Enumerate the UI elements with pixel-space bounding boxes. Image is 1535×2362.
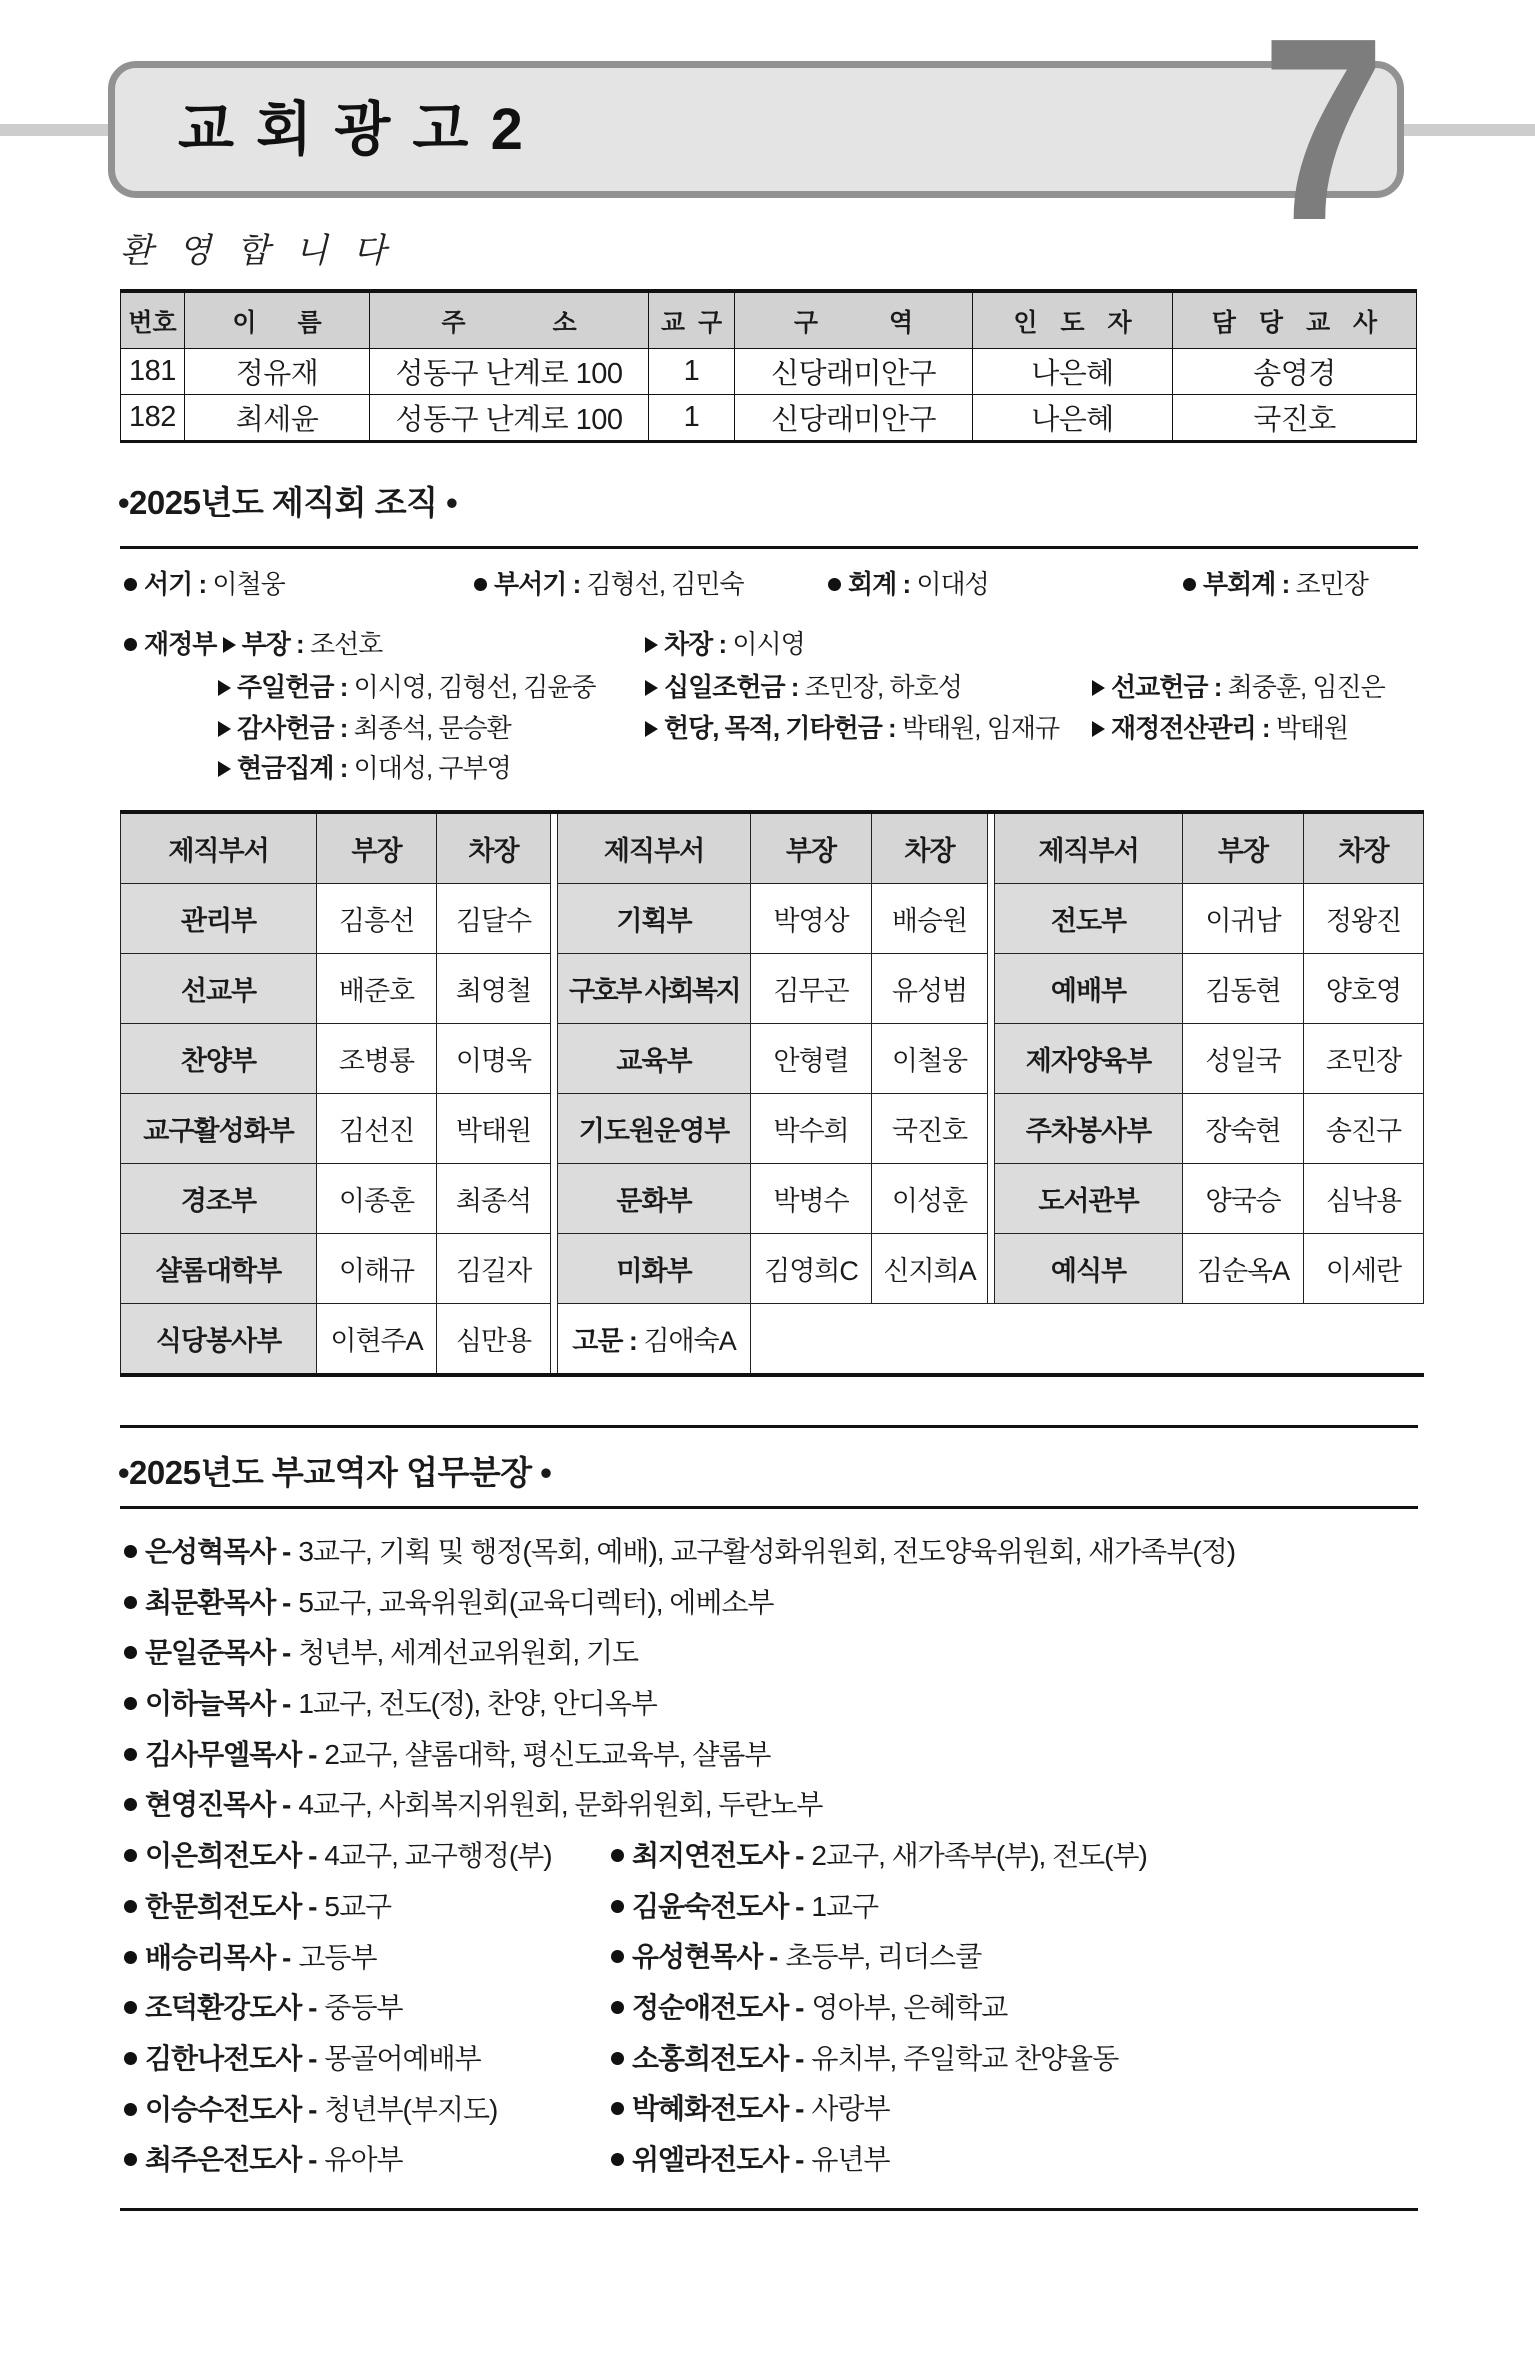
bullet-icon [474,578,487,591]
minister-item [611,2135,1147,2186]
department-name: 교육부 [558,1024,751,1094]
empty-cell [988,1304,995,1376]
bullet-icon [1183,578,1196,591]
bullet-icon [611,2102,624,2115]
minister-name: 김윤숙전도사 - [632,1890,804,1922]
department-row [121,954,1424,1024]
role-value: 이철웅 [212,569,285,599]
group-divider [988,812,995,884]
advisor-cell [558,1304,751,1376]
arrow-icon [223,637,236,653]
minister-name: 최주은전도사 - [145,2144,317,2176]
department-name: 샬롬대학부 [121,1234,317,1304]
arrow-icon [1092,680,1105,696]
bullet-icon [124,638,137,651]
department-head: 김순옥A [1183,1234,1304,1304]
bullet-icon [124,578,137,591]
empty-cell [1304,1304,1424,1376]
department-head: 이종훈 [317,1164,437,1234]
empty-cell [995,1304,1183,1376]
minister-name: 현영진목사 - [145,1789,291,1821]
minister-duties: 유아부 [324,2144,403,2176]
cell-name: 최세윤 [185,395,370,442]
minister-item [611,1983,1147,2034]
group-divider [551,1164,558,1234]
department-head: 조병룡 [317,1024,437,1094]
minister-item [611,1882,1147,1933]
department-row [121,1164,1424,1234]
department-deputy: 양호영 [1304,954,1424,1024]
finance-value: 이시영 [732,629,805,659]
departments-header-row [121,812,1424,884]
department-head: 안형렬 [751,1024,872,1094]
minister-item [611,2084,1147,2135]
finance-item [645,710,1059,746]
arrow-icon [218,680,231,696]
group-divider [988,884,995,954]
department-name: 제자양육부 [995,1024,1183,1094]
department-deputy: 박태원 [437,1094,551,1164]
group-divider [551,812,558,884]
cell-zone: 신당래미안구 [735,395,973,442]
group-divider [988,954,995,1024]
department-deputy: 이철웅 [872,1024,988,1094]
role-label: 회계 : [848,569,911,599]
cell-guide: 나은혜 [973,395,1173,442]
bullet-icon [124,1951,137,1964]
department-name: 기획부 [558,884,751,954]
group-divider [988,1094,995,1164]
bullet-icon [124,1748,137,1761]
minister-duties: 청년부(부지도) [324,2093,498,2125]
section-rule [120,1425,1418,1428]
department-deputy: 정왕진 [1304,884,1424,954]
department-head: 박수희 [751,1094,872,1164]
minister-item [124,1730,1235,1781]
department-head: 양국승 [1183,1164,1304,1234]
col-deputy: 차장 [1304,812,1424,884]
col-name: 이 름 [185,291,370,349]
minister-name: 위엘라전도사 - [632,2144,804,2176]
minister-duties: 사랑부 [811,2093,890,2125]
group-divider [988,1024,995,1094]
finance-value: 박태원 [1275,713,1349,743]
minister-item [124,1628,1235,1679]
department-name: 기도원운영부 [558,1094,751,1164]
minister-name: 최지연전도사 - [632,1840,804,1871]
department-row [121,1234,1424,1304]
minister-name: 소홍희전도사 - [632,2042,804,2074]
bullet-icon [124,2052,137,2065]
welcome-header-row [121,291,1417,349]
col-department: 제직부서 [121,812,317,884]
minister-item [124,1780,1235,1831]
minister-item [124,1527,1235,1578]
ministers-heading: •2025년도 부교역자 업무분장 • [118,1454,552,1491]
department-head: 김무곤 [751,954,872,1024]
cell-guide: 나은혜 [973,349,1173,395]
department-head: 김동현 [1183,954,1304,1024]
department-row [121,1024,1424,1094]
department-name: 예배부 [995,954,1183,1024]
col-address: 주 소 [370,291,649,349]
bullet-icon [828,578,841,591]
bullet-icon [611,1849,624,1862]
page-title: 교 회 광 고 2 [178,97,526,162]
minister-duties: 4교구, 사회복지위원회, 문화위원회, 두란노부 [298,1789,823,1821]
empty-cell [1183,1304,1304,1376]
arrow-icon [645,637,658,653]
section-rule [120,1506,1418,1509]
minister-duties: 중등부 [324,1992,403,2024]
minister-duties: 5교구 [324,1890,392,1922]
bullet-icon [611,1900,624,1913]
minister-duties: 1교구, 전도(정), 찬양, 안디옥부 [298,1688,657,1720]
welcome-row [121,395,1417,442]
bullet-icon [124,2001,137,2014]
col-head: 부장 [751,812,872,884]
department-head: 이해규 [317,1234,437,1304]
finance-label: 십일조헌금 : [664,672,799,702]
department-head: 이귀남 [1183,884,1304,954]
department-name: 교구활성화부 [121,1094,317,1164]
minister-name: 이하늘목사 - [145,1688,291,1720]
minister-name: 정순애전도사 - [632,1992,804,2024]
minister-name: 박혜화전도사 - [632,2093,804,2125]
minister-duties: 3교구, 기획 및 행정(목회, 예배), 교구활성화위원회, 전도양육위원회, 새가족부(정) [298,1536,1236,1567]
department-row [121,1094,1424,1164]
minister-duties: 고등부 [298,1941,377,1973]
minister-item [611,1932,1147,1983]
col-deputy: 차장 [437,812,551,884]
department-name: 경조부 [121,1164,317,1234]
minister-name: 조덕환강도사 - [145,1992,317,2024]
department-head: 장숙현 [1183,1094,1304,1164]
department-deputy: 최종석 [437,1164,551,1234]
finance-item [218,710,511,746]
bullet-icon [124,1596,137,1609]
col-guide: 인 도 자 [973,291,1173,349]
col-head: 부장 [317,812,437,884]
role-value: 이대성 [916,569,989,599]
cell-teacher: 국진호 [1173,395,1417,442]
welcome-title: 환 영 합 니 다 [120,232,395,270]
minister-duties: 몽골어예배부 [324,2042,481,2074]
minister-name: 한문희전도사 - [145,1890,317,1922]
finance-dept: 재정부 [144,629,217,659]
finance-label: 차장 : [664,629,727,659]
group-divider [551,1234,558,1304]
bullet-icon [611,2001,624,2014]
welcome-table [120,289,1417,443]
department-name: 식당봉사부 [121,1304,317,1376]
bullet-icon [611,2052,624,2065]
group-divider [551,1094,558,1164]
department-deputy: 배승원 [872,884,988,954]
department-row [121,1304,1424,1376]
cell-address: 성동구 난계로 100 [370,395,649,442]
empty-cell [751,1304,872,1376]
bullet-icon [611,2153,624,2166]
finance-label: 부장 : [241,629,304,659]
finance-label: 헌당, 목적, 기타헌금 : [664,713,896,743]
group-divider [551,954,558,1024]
bullet-icon [124,2103,137,2116]
department-deputy: 김길자 [437,1234,551,1304]
finance-value: 최중훈, 임진은 [1227,672,1385,702]
group-divider [551,884,558,954]
cell-name: 정유재 [185,349,370,395]
finance-label: 현금집계 : [237,753,348,783]
welcome-row [121,349,1417,395]
officers-heading: •2025년도 제직회 조직 • [118,484,458,521]
minister-item [124,1679,1235,1730]
department-deputy: 김달수 [437,884,551,954]
department-name: 주차봉사부 [995,1094,1183,1164]
minister-name: 유성현목사 - [632,1941,778,1973]
officer-secretary [124,566,285,602]
arrow-icon [1092,721,1105,737]
department-deputy: 심낙용 [1304,1164,1424,1234]
cell-teacher: 송영경 [1173,349,1417,395]
department-deputy: 심만용 [437,1304,551,1376]
finance-label: 감사헌금 : [237,713,348,743]
department-name: 도서관부 [995,1164,1183,1234]
department-head: 김흥선 [317,884,437,954]
finance-item [645,669,962,705]
minister-duties: 유년부 [811,2144,890,2176]
minister-name: 최문환목사 - [145,1586,291,1618]
minister-duties: 2교구, 새가족부(부), 전도(부) [811,1840,1147,1871]
officer-vice-treasurer [1183,566,1368,602]
bullet-icon [124,1545,137,1558]
role-label: 부회계 : [1203,569,1290,599]
department-deputy: 이성훈 [872,1164,988,1234]
finance-label: 선교헌금 : [1111,672,1222,702]
col-head: 부장 [1183,812,1304,884]
bullet-icon [611,1950,624,1963]
cell-zone: 신당래미안구 [735,349,973,395]
finance-label: 주일헌금 : [237,672,348,702]
department-name: 문화부 [558,1164,751,1234]
col-zone: 구 역 [735,291,973,349]
finance-label: 재정전산관리 : [1111,713,1270,743]
department-name: 찬양부 [121,1024,317,1094]
col-number: 번호 [121,291,185,349]
cell-number: 181 [121,349,185,395]
arrow-icon [645,721,658,737]
department-head: 성일국 [1183,1024,1304,1094]
department-name: 예식부 [995,1234,1183,1304]
finance-value: 조민장, 하호성 [804,672,962,702]
finance-item [645,626,805,662]
finance-value: 조선호 [309,629,383,659]
department-deputy: 송진구 [1304,1094,1424,1164]
department-head: 박영상 [751,884,872,954]
col-department: 제직부서 [558,812,751,884]
department-name: 구호부 사회복지 [558,954,751,1024]
department-row [121,884,1424,954]
bullet-icon [124,2153,137,2166]
bullet-icon [124,1900,137,1913]
page-number: 7 [1262,0,1385,275]
finance-item [1092,669,1385,705]
advisor-value: 김애숙A [643,1326,736,1356]
bullet-icon [124,1798,137,1811]
empty-cell [872,1304,988,1376]
minister-item [611,2034,1147,2085]
bullet-icon [124,1849,137,1862]
department-deputy: 최영철 [437,954,551,1024]
minister-name: 배승리목사 - [145,1941,291,1973]
minister-duties: 영아부, 은혜학교 [811,1992,1008,2024]
minister-duties: 1교구 [811,1890,879,1922]
finance-item [218,750,511,786]
departments-table [120,810,1424,1377]
role-label: 서기 : [144,569,207,599]
department-deputy: 조민장 [1304,1024,1424,1094]
minister-duties: 유치부, 주일학교 찬양율동 [811,2042,1119,2074]
arrow-icon [218,721,231,737]
minister-name: 이은희전도사 - [145,1840,317,1872]
role-value: 김형선, 김민숙 [586,569,744,599]
minister-duties: 초등부, 리더스쿨 [785,1941,982,1973]
department-head: 이현주A [317,1304,437,1376]
minister-duties: 청년부, 세계선교위원회, 기도 [298,1637,639,1669]
cell-parish: 1 [649,349,735,395]
department-head: 김선진 [317,1094,437,1164]
finance-value: 이시영, 김형선, 김윤중 [353,672,596,702]
minister-duties: 5교구, 교육위원회(교육디렉터), 에베소부 [298,1586,774,1618]
minister-item [611,1831,1147,1882]
advisor-label: 고문 : [572,1326,637,1356]
col-department: 제직부서 [995,812,1183,884]
arrow-icon [645,680,658,696]
finance-value: 이대성, 구부영 [353,753,511,783]
department-name: 관리부 [121,884,317,954]
group-divider [551,1024,558,1094]
group-divider [988,1234,995,1304]
department-name: 전도부 [995,884,1183,954]
section-rule [120,2208,1418,2211]
section-rule [120,546,1418,549]
department-deputy: 이명욱 [437,1024,551,1094]
department-name: 미화부 [558,1234,751,1304]
arrow-icon [218,761,231,777]
department-name: 선교부 [121,954,317,1024]
officer-treasurer [828,566,989,602]
minister-name: 이승수전도사 - [145,2093,317,2125]
officer-vice-secretary [474,566,744,602]
cell-number: 182 [121,395,185,442]
minister-item [124,1578,1235,1629]
minister-duties: 4교구, 교구행정(부) [324,1840,552,1872]
role-label: 부서기 : [494,569,581,599]
department-deputy: 신지희A [872,1234,988,1304]
col-teacher: 담 당 교 사 [1173,291,1417,349]
department-head: 박병수 [751,1164,872,1234]
finance-item [1092,710,1348,746]
minister-name: 김한나전도사 - [145,2042,317,2074]
col-deputy: 차장 [872,812,988,884]
bullet-icon [124,1697,137,1710]
department-head: 배준호 [317,954,437,1024]
department-deputy: 이세란 [1304,1234,1424,1304]
finance-head [124,626,382,662]
cell-parish: 1 [649,395,735,442]
minister-duties: 2교구, 샬롬대학, 평신도교육부, 샬롬부 [324,1738,771,1770]
col-parish: 교 구 [649,291,735,349]
cell-address: 성동구 난계로 100 [370,349,649,395]
bullet-icon [124,1646,137,1659]
minister-name: 은성혁목사 - [145,1536,291,1567]
finance-value: 박태원, 임재규 [901,713,1060,743]
department-deputy: 국진호 [872,1094,988,1164]
department-deputy: 유성범 [872,954,988,1024]
role-value: 조민장 [1295,569,1368,599]
minister-name: 김사무엘목사 - [145,1738,317,1770]
ministers-right-column [611,1831,1147,2186]
group-divider [988,1164,995,1234]
minister-name: 문일준목사 - [145,1637,291,1669]
finance-item [218,669,596,705]
group-divider [551,1304,558,1376]
finance-value: 최종석, 문승환 [353,713,511,743]
department-head: 김영희C [751,1234,872,1304]
